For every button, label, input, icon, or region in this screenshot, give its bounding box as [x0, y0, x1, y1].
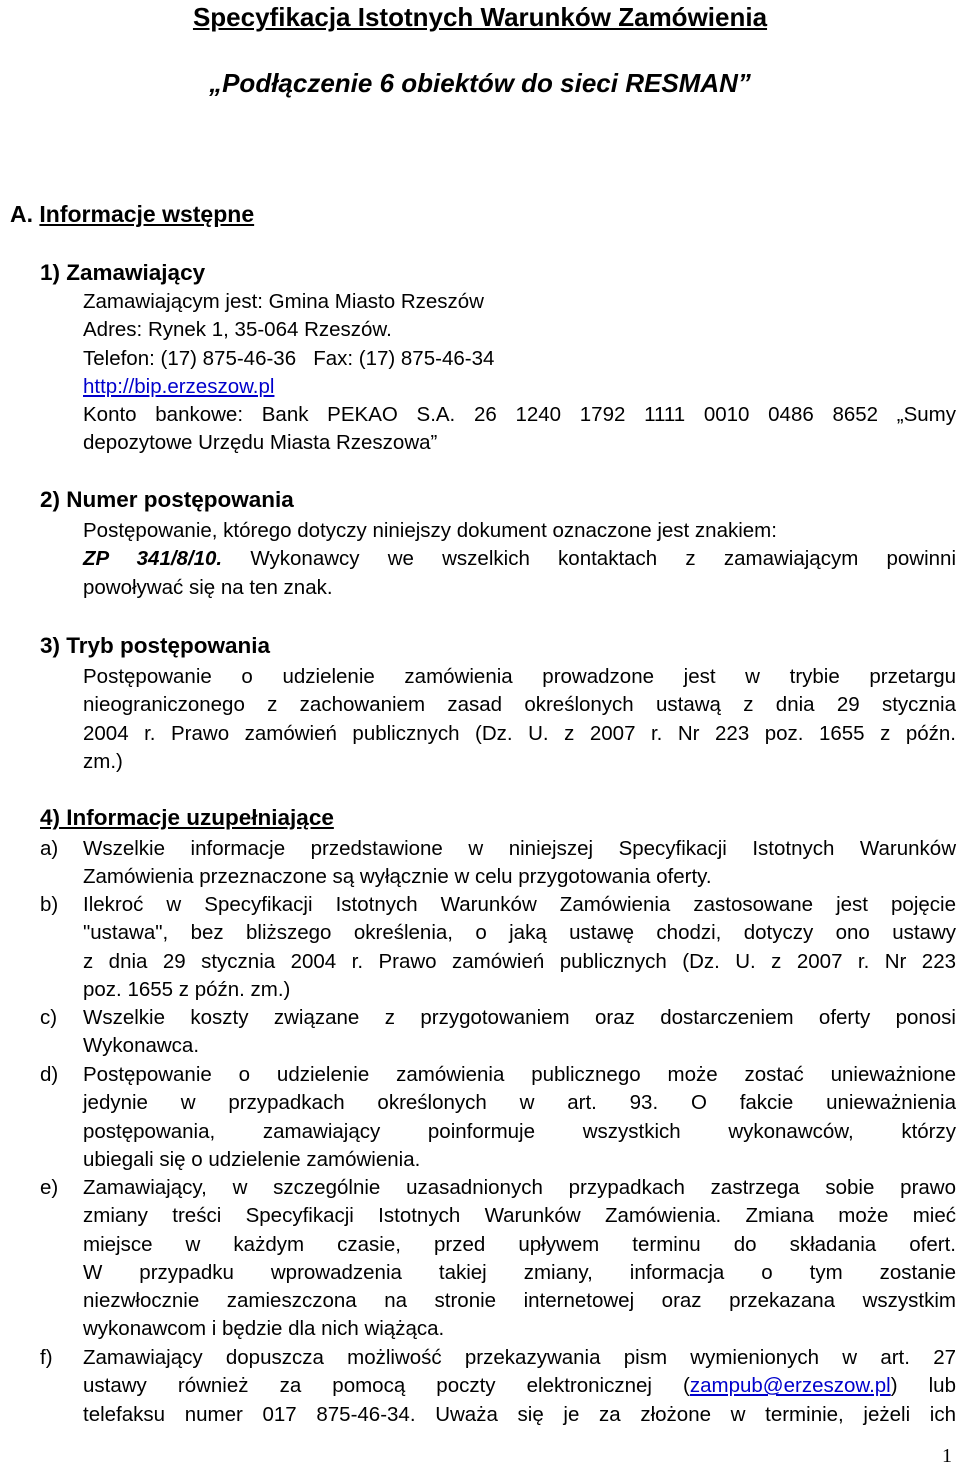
list-item-line-email — [83, 1372, 956, 1400]
email-line-prefix: ustawy również za pomocą poczty elektronicznej ( — [83, 1374, 690, 1398]
list-item-line: jedynie w przypadkach określonych w art. 93. O fakcie unieważnienia — [83, 1091, 956, 1115]
list-item-line: wykonawcom i będzie dla nich wiążąca. — [83, 1317, 445, 1341]
list-item-line: Wszelkie koszty związane z przygotowaniem oraz dostarczeniem oferty ponosi — [83, 1006, 956, 1029]
section-a-label: Informacje wstępne — [39, 201, 255, 227]
section-2-body — [83, 517, 956, 602]
list-item-line: Zamawiający dopuszcza możliwość przekazywania pism wymienionych w art. 27 — [83, 1346, 956, 1369]
procedure-code-rest: Wykonawcy we wszelkich kontaktach z zamawiającym powinni — [222, 547, 956, 571]
list-item-line: poz. 1655 z późn. zm.) — [83, 977, 291, 1001]
section-3-body — [83, 663, 956, 776]
list-item-label: a) — [40, 837, 59, 860]
list-item-label: e) — [40, 1176, 59, 1199]
procedure-code: ZP 341/8/10. — [83, 547, 223, 571]
section-1-body — [83, 288, 956, 458]
list-item-line: W przypadku wprowadzenia takiej zmiany, informacja o tym zostanie — [83, 1260, 956, 1284]
list-item-line: "ustawa", bez bliższego określenia, o jaką ustawę chodzi, dotyczy ono ustawy — [83, 921, 956, 945]
page-number: 1 — [942, 1445, 952, 1467]
list-item-label: f) — [40, 1346, 53, 1369]
mode-line-1: Postępowanie o udzielenie zamówienia prowadzone jest w trybie przetargu — [83, 665, 956, 688]
procedure-mark-line: Postępowanie, którego dotyczy niniejszy dokument oznaczone jest znakiem: — [83, 519, 777, 542]
list-item-line: zmiany treści Specyfikacji Istotnych Warunków Zamówienia. Zmiana może mieć — [83, 1204, 956, 1228]
bank-account-line-2: depozytowe Urzędu Miasta Rzeszowa” — [83, 431, 438, 455]
list-item-label: d) — [40, 1063, 59, 1086]
section-2-heading: 2) Numer postępowania — [40, 487, 294, 512]
list-item-line: miejsce w każdym czasie, przed upływem terminu do składania ofert. — [83, 1232, 956, 1256]
list-item-line: Zamówienia przeznaczone są wyłącznie w celu przygotowania oferty. — [83, 865, 712, 889]
mode-line-3: 2004 r. Prawo zamówień publicznych (Dz. U. z 2007 r. Nr 223 poz. 1655 z późn. — [83, 721, 956, 745]
email-line-suffix: ) lub — [890, 1374, 956, 1398]
section-a-prefix: A. — [10, 201, 33, 227]
document-title: Specyfikacja Istotnych Warunków Zamówienia — [192, 2, 768, 32]
address-line: Adres: Rynek 1, 35-064 Rzeszów. — [83, 318, 392, 342]
bank-account-line: Konto bankowe: Bank PEKAO S.A. 26 1240 1792 1111 0010 0486 8652 „Sumy — [83, 403, 956, 427]
document-subtitle: „Podłączenie 6 obiektów do sieci RESMAN” — [209, 68, 751, 98]
list-item-line: niezwłocznie zamieszczona na stronie internetowej oraz przekazana wszystkim — [83, 1289, 956, 1313]
list-item-line: ubiegali się o udzielenie zamówienia. — [83, 1147, 421, 1171]
section-a-heading — [10, 198, 254, 230]
phone-fax-line: Telefon: (17) 875-46-36 Fax: (17) 875-46-34 — [83, 346, 495, 370]
mode-line-4: zm.) — [83, 749, 123, 773]
list-item-line: Ilekroć w Specyfikacji Istotnych Warunków Zamówienia zastosowane jest pojęcie — [83, 893, 956, 916]
list-item-line: Zamawiający, w szczególnie uzasadnionych przypadkach zastrzega sobie prawo — [83, 1176, 956, 1199]
list-item-line: Postępowanie o udzielenie zamówienia publicznego może zostać unieważnione — [83, 1063, 956, 1086]
section-3-heading: 3) Tryb postępowania — [40, 633, 271, 658]
ordering-party-line: Zamawiającym jest: Gmina Miasto Rzeszów — [83, 290, 484, 313]
list-item-line: postępowania, zamawiający poinformuje wszystkich wykonawców, którzy — [83, 1119, 956, 1143]
mode-line-2: nieograniczonego z zachowaniem zasad określonych ustawą z dnia 29 stycznia — [83, 693, 956, 717]
procedure-code-line — [83, 545, 956, 573]
email-link[interactable]: zampub@erzeszow.pl — [689, 1374, 891, 1398]
list-item-label: c) — [40, 1006, 58, 1029]
procedure-mark-line-3: powoływać się na ten znak. — [83, 575, 333, 599]
section-1-heading: 1) Zamawiający — [40, 260, 206, 285]
section-4-heading: 4) Informacje uzupełniające — [40, 805, 334, 830]
list-item-label: b) — [40, 893, 59, 916]
bip-url-link[interactable]: http://bip.erzeszow.pl — [83, 374, 275, 398]
list-item-line: Wszelkie informacje przedstawione w niniejszej Specyfikacji Istotnych Warunków — [83, 837, 956, 860]
list-item-line: Wykonawca. — [83, 1034, 200, 1058]
list-item-line: z dnia 29 stycznia 2004 r. Prawo zamówień publicznych (Dz. U. z 2007 r. Nr 223 — [83, 949, 956, 973]
list-item-line: telefaksu numer 017 875-46-34. Uważa się je za złożone w terminie, jeżeli ich — [83, 1402, 956, 1426]
